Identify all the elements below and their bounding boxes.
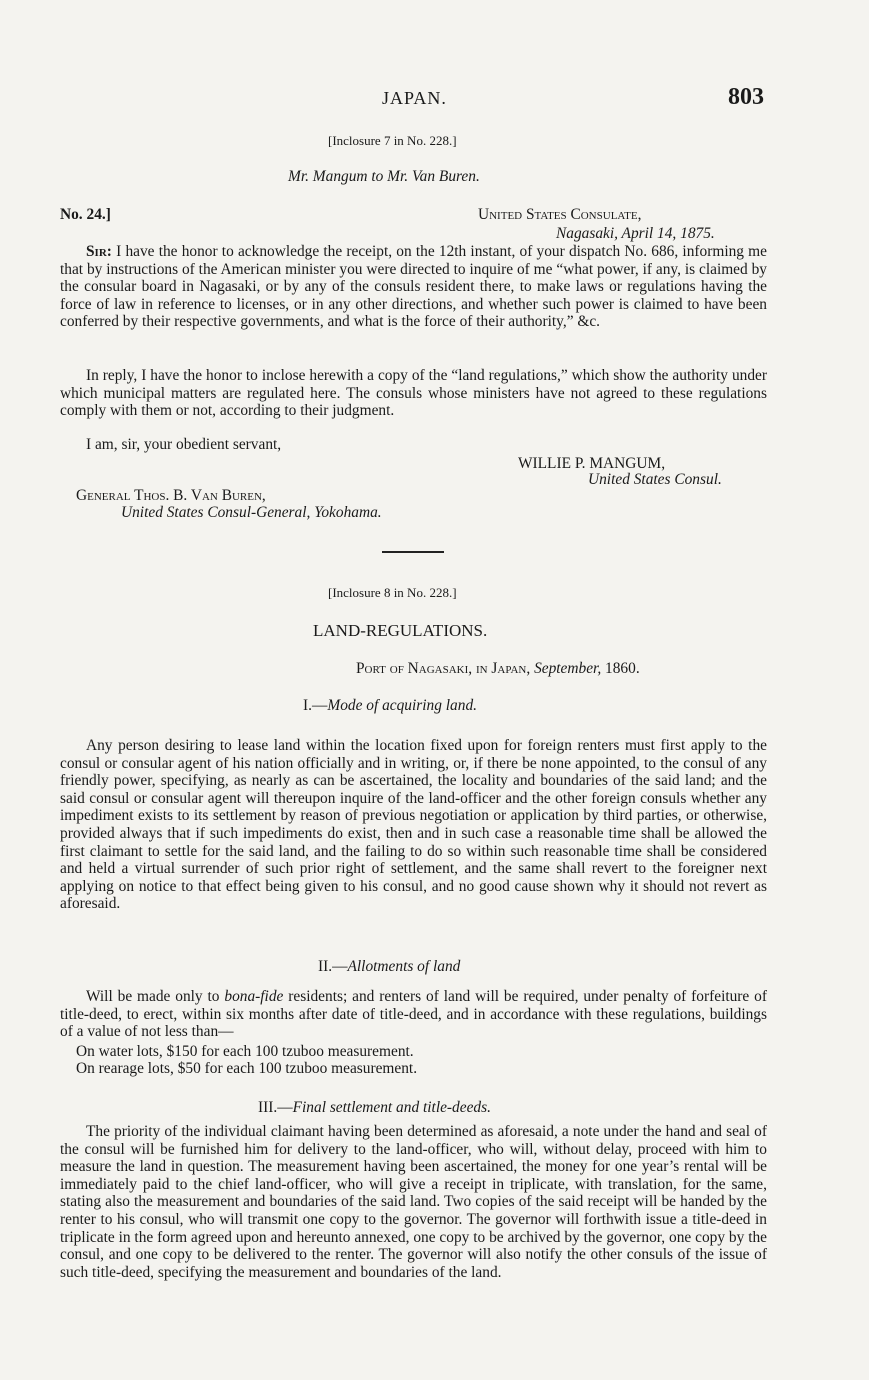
- letter-number: No. 24.]: [60, 206, 111, 223]
- letter-paragraph-2: In reply, I have the honor to inclose herewith a copy of the “land regulations,” which show the authority under which municipal matters are regulated here. The consuls whose ministers have not agreed to these regulations comply with them or not, according to their judgment.: [60, 367, 767, 420]
- page-number: 803: [728, 84, 764, 110]
- place-date-month: September,: [534, 660, 602, 677]
- section-1-heading: [303, 697, 477, 715]
- signature-title: United States Consul.: [588, 471, 722, 488]
- letter-heading: Mr. Mangum to Mr. Van Buren.: [288, 168, 480, 185]
- addressee-name: General Thos. B. Van Buren,: [76, 487, 266, 504]
- letter-place-date: Nagasaki, April 14, 1875.: [556, 225, 715, 242]
- section-3-number: III.—: [258, 1099, 293, 1116]
- section-3-title: Final settlement and title-deeds.: [292, 1099, 491, 1116]
- addressee-title: United States Consul-General, Yokohama.: [121, 504, 382, 521]
- letter-closing: I am, sir, your obedient servant,: [86, 436, 282, 453]
- section-3-text: The priority of the individual claimant having been determined as aforesaid, a note under the hand and seal of the consul will be furnished him for delivery to the land-officer, who will, without delay, proceed with him to measure the land in question. The measurement having been ascertained, the money for one year’s rental will be immediately paid to the chief land-officer, who will give a receipt in triplicate, with translation, for the same, stating also the measurement and boundaries of the said land. Two copies of the said receipt will be handed by the renter to his consul, who will transmit one copy to the governor. The governor will forthwith issue a title-deed in triplicate in the form agreed upon and hereunto annexed, one copy to be archived by the governor, one copy by the consul, and one copy to be delivered to the renter. The governor will also notify the other consuls of the issue of such title-deed, specifying the measurement and boundaries of the land.: [60, 1123, 767, 1281]
- section-1-text: Any person desiring to lease land within the location fixed upon for foreign renters must first apply to the consul or consular agent of his nation officially and in writing, or, if there be none appointed, to the consul of any friendly power, specifying, as nearly as can be ascertained, the locality and boundaries of the said land; and the said consul or consular agent will thereupon inquire of the land-officer and the other foreign consuls whether any impediment exists to its settlement by reason of previous negotiation or application by third parties, or otherwise, provided always that if such impediments do exist, then and in such case a reasonable time shall be allowed the first claimant to settle for the said land, and the failing to do so within such reasonable time shall be considered and held a virtual surrender of such prior right of settlement, and the same shall revert to the foreigner next applying on notice to that effect being given to his consul, and no good cause shown why it should not revert as aforesaid.: [60, 737, 767, 913]
- letter-paragraph-1: [60, 243, 767, 331]
- running-head: JAPAN.: [382, 88, 447, 108]
- salutation: Sir:: [86, 243, 112, 260]
- section-1-number: I.—: [303, 697, 328, 714]
- section-2-number: II.—: [318, 958, 348, 975]
- section-2-text-b: residents; and renters of land will be required, under penalty of forfeiture of title-deed, to erect, within six months after date of title-deed, and in accordance with these regulations, buildings of a value of not less than—: [60, 988, 767, 1041]
- section-3-heading: [258, 1099, 491, 1117]
- consulate-office: United States Consulate,: [478, 206, 642, 223]
- section-2-text: [60, 988, 767, 1041]
- section-2-rearage-lots: On rearage lots, $50 for each 100 tzuboo measurement.: [76, 1060, 418, 1077]
- section-divider: [382, 551, 444, 553]
- section-2-title: Allotments of land: [347, 958, 461, 975]
- regulations-place-date: [356, 660, 640, 678]
- enclosure-7-label: [Inclosure 7 in No. 228.]: [328, 133, 457, 148]
- section-2-water-lots: On water lots, $150 for each 100 tzuboo measurement.: [76, 1043, 414, 1060]
- regulations-title: LAND-REGULATIONS.: [313, 621, 488, 640]
- enclosure-8-label: [Inclosure 8 in No. 228.]: [328, 585, 457, 600]
- place-date-prefix: Port of Nagasaki, in Japan,: [356, 660, 531, 677]
- section-2-text-a: Will be made only to: [86, 988, 220, 1005]
- signature-name: WILLIE P. MANGUM,: [518, 455, 666, 472]
- section-1-title: Mode of acquiring land.: [327, 697, 477, 714]
- letter-paragraph-1-text: I have the honor to acknowledge the receipt, on the 12th instant, of your dispatch No. 686, informing me that by instructions of the American minister you were directed to inquire of me “what power, if any, is claimed by the consular board in Nagasaki, or by any of the consuls resident there, to make laws or regulations having the force of law in reference to licenses, or in any other directions, and whether such power is claimed to have been conferred by their respective governments, and what is the force of their authority,” &c.: [60, 243, 767, 331]
- place-date-year: 1860.: [605, 660, 640, 677]
- section-2-text-italic: bona-fide: [224, 988, 284, 1005]
- section-2-heading: [318, 958, 460, 976]
